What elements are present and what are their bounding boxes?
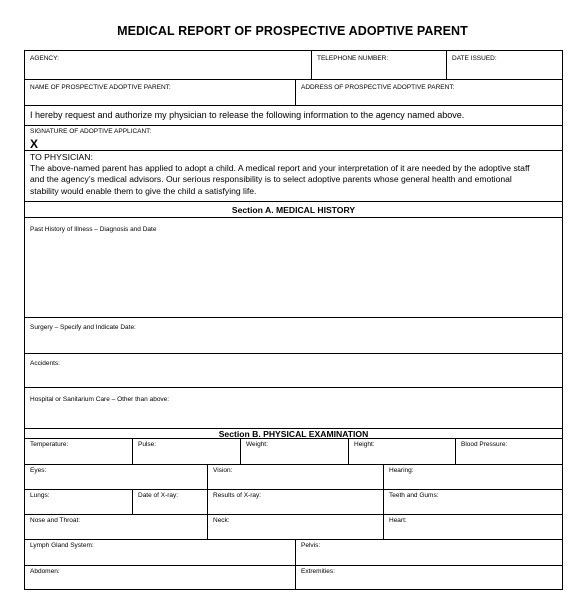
row-physician	[25, 150, 562, 201]
row-nose	[25, 514, 562, 539]
form-title: MEDICAL REPORT OF PROSPECTIVE ADOPTIVE PARENT	[117, 24, 468, 38]
row-authorization	[25, 105, 562, 125]
height-label: Height:	[354, 441, 375, 448]
surgery-label: Surgery – Specify and Indicate Date:	[30, 324, 136, 331]
pulse-label: Pulse:	[138, 441, 157, 448]
results-xray-label: Results of X-ray:	[213, 492, 262, 499]
physician-paragraph	[30, 152, 560, 197]
teeth-gums-field[interactable]	[383, 490, 562, 514]
lungs-field[interactable]	[25, 490, 132, 514]
date-issued-label: DATE ISSUED:	[452, 55, 497, 62]
past-history-label: Past History of Illness – Diagnosis and Date	[30, 226, 157, 233]
physician-heading: TO PHYSICIAN:	[30, 152, 93, 162]
signature-mark: X	[30, 137, 39, 151]
blood-pressure-field[interactable]	[455, 439, 562, 464]
blood-pressure-label: Blood Pressure:	[461, 441, 508, 448]
hearing-label: Hearing:	[389, 467, 414, 474]
pelvis-label: Pelvis:	[301, 542, 321, 549]
height-field[interactable]	[348, 439, 455, 464]
extremities-label: Extremities:	[301, 568, 335, 575]
telephone-field[interactable]	[311, 51, 446, 79]
telephone-label: TELEPHONE NUMBER:	[317, 55, 389, 62]
physician-line-3: stability would enable them to give the child a satisfying life.	[30, 185, 257, 196]
hearing-field[interactable]	[383, 465, 562, 489]
authorization-text: I hereby request and authorize my physician to release the following information to the agency named above.	[30, 110, 465, 120]
extremities-field[interactable]	[295, 566, 562, 589]
lymph-field[interactable]	[25, 540, 295, 565]
abdomen-field[interactable]	[25, 566, 295, 589]
hospital-label: Hospital or Sanitarium Care – Other than above:	[30, 396, 170, 403]
section-a-title: Section A. MEDICAL HISTORY	[231, 205, 356, 215]
accidents-field[interactable]	[25, 353, 562, 387]
eyes-label: Eyes:	[30, 467, 47, 474]
heart-field[interactable]	[383, 515, 562, 539]
parent-name-field[interactable]	[25, 80, 295, 105]
abdomen-label: Abdomen:	[30, 568, 60, 575]
section-a-header	[25, 201, 562, 217]
date-issued-field[interactable]	[446, 51, 562, 79]
neck-field[interactable]	[207, 515, 383, 539]
date-xray-label: Date of X-ray:	[138, 492, 179, 499]
physician-line-2: and the agency’s medical advisors. Our serious responsibility is to select adoptive parents whose general health and emotional	[30, 174, 512, 185]
hospital-field[interactable]	[25, 387, 562, 428]
temperature-field[interactable]	[25, 439, 132, 464]
row-lungs	[25, 489, 562, 514]
row-vitals	[25, 438, 562, 464]
section-b-title: Section B. PHYSICAL EXAMINATION	[218, 429, 369, 439]
surgery-field[interactable]	[25, 317, 562, 353]
accidents-label: Accidents:	[30, 360, 60, 367]
weight-label: Weight:	[246, 441, 268, 448]
lungs-label: Lungs:	[30, 492, 50, 499]
pelvis-field[interactable]	[295, 540, 562, 565]
parent-name-label: NAME OF PROSPECTIVE ADOPTIVE PARENT:	[30, 84, 171, 91]
nose-throat-label: Nose and Throat:	[30, 517, 81, 524]
medical-report-form	[24, 50, 563, 590]
date-xray-field[interactable]	[132, 490, 207, 514]
row-signature[interactable]	[25, 125, 562, 150]
vision-label: Vision:	[213, 467, 233, 474]
agency-label: AGENCY:	[30, 55, 59, 62]
heart-label: Heart:	[389, 517, 407, 524]
neck-label: Neck:	[213, 517, 230, 524]
teeth-gums-label: Teeth and Gums:	[389, 492, 439, 499]
vision-field[interactable]	[207, 465, 383, 489]
lymph-label: Lymph Gland System:	[30, 542, 94, 549]
signature-label: SIGNATURE OF ADOPTIVE APPLICANT:	[30, 128, 152, 135]
results-xray-field[interactable]	[207, 490, 383, 514]
temperature-label: Temperature:	[30, 441, 69, 448]
row-agency	[25, 51, 562, 79]
row-name	[25, 79, 562, 105]
row-abdomen	[25, 565, 562, 589]
pulse-field[interactable]	[132, 439, 240, 464]
eyes-field[interactable]	[25, 465, 207, 489]
past-history-field[interactable]	[25, 217, 562, 317]
parent-address-label: ADDRESS OF PROSPECTIVE ADOPTIVE PARENT:	[301, 84, 455, 91]
row-eyes	[25, 464, 562, 489]
agency-field[interactable]	[25, 51, 311, 79]
weight-field[interactable]	[240, 439, 348, 464]
physician-line-1: The above-named parent has applied to adopt a child. A medical report and your interpretation of it are needed by the adoptive staff	[30, 163, 530, 174]
nose-throat-field[interactable]	[25, 515, 207, 539]
parent-address-field[interactable]	[295, 80, 562, 105]
section-b-header	[25, 428, 562, 438]
row-lymph	[25, 539, 562, 565]
